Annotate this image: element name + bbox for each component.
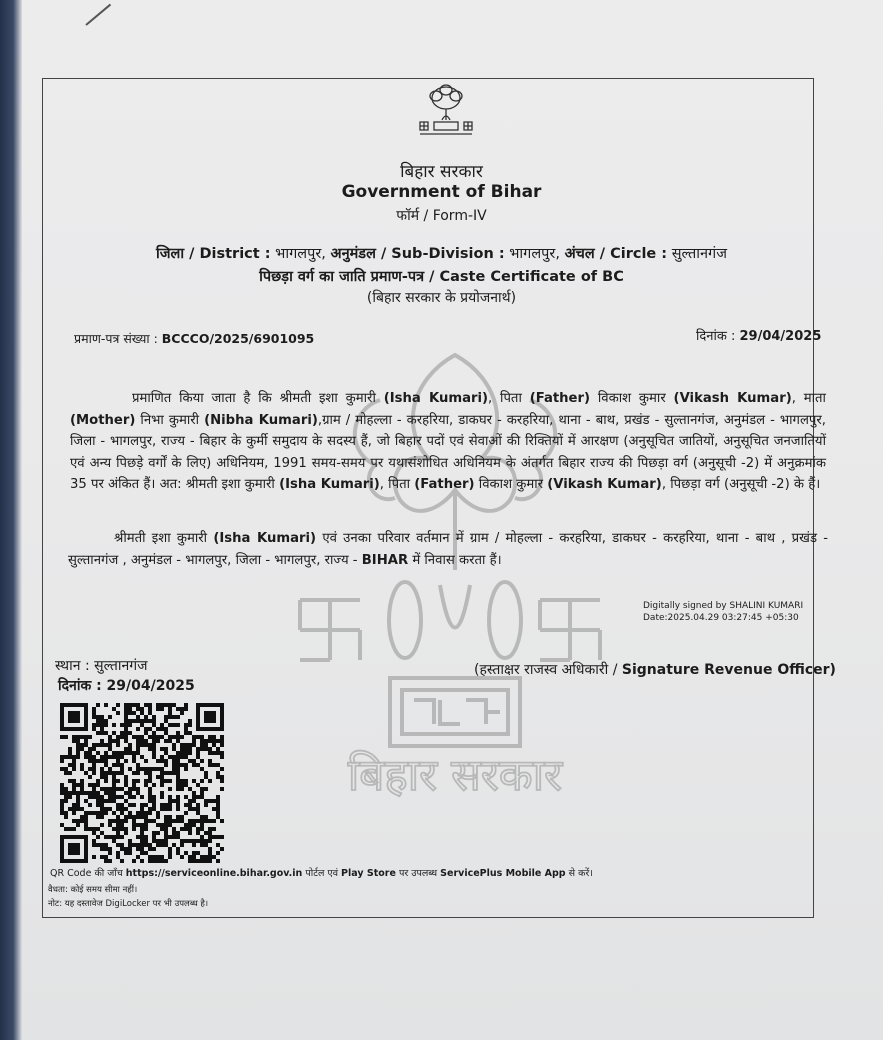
issue-date <box>696 326 821 344</box>
p2-text: श्रीमती इशा कुमारी <box>114 531 208 546</box>
certificate-number <box>74 330 314 347</box>
subdivision-value: भागलपुर, <box>509 246 560 262</box>
place: स्थान : सुल्तानगंज <box>55 658 148 674</box>
certification-paragraph <box>70 388 826 496</box>
bodhi-tree-emblem-icon <box>414 82 478 138</box>
p1-text: प्रमाणित किया जाता है कि श्रीमती इशा कुमारी <box>132 391 376 406</box>
certificate-number-label: प्रमाण-पत्र संख्या : <box>74 331 158 346</box>
subdivision-label: अनुमंडल / Sub-Division : <box>330 246 505 262</box>
digital-signature-signer: Digitally signed by SHALINI KUMARI <box>643 601 804 611</box>
p1-text: , पिता <box>488 391 522 406</box>
applicant-name-en: (Isha Kumari) <box>383 391 489 406</box>
government-title-english: Government of Bihar <box>341 182 542 202</box>
app-name: ServicePlus Mobile App <box>440 868 566 879</box>
applicant-name-en: (Isha Kumari) <box>213 531 317 546</box>
father-name-hi: विकाश कुमार <box>478 477 544 492</box>
p1-text: ,ग्राम / मोहल्ला - करहरिया, डाकघर - करहरिया, थाना - बाथ, प्रखंड - सुल्तानगंज, अनुमंडल - भागलपुर, जिला - भागलपुर, राज्य - बिहार के कुर्मी समुदाय के सदस्य हैं, जो बिहार पदों एवं सेवाओं की रिक्तियों में आरक्षण (अनुसूचित जातियों, अनुसूचित जनजातियों एवं अन्य पिछड़े वर्गों के लिए) अधिनियम, 1991 समय-समय पर यथासंशोधित अधिनियम के अंतर्गत बिहार राज्य की पिछड़ा वर्ग (अनुसूची -2) में अनुक्रमांक 35 पर अंकित हैं। अत: श्रीमती इशा कुमारी <box>70 412 826 492</box>
p1-text: , पिता <box>379 477 411 492</box>
verification-url: https://serviceonline.bihar.gov.in <box>125 868 303 879</box>
issue-date-value: 29/04/2025 <box>739 329 822 344</box>
district-value: भागलपुर, <box>275 246 326 262</box>
qr-note-text: पर उपलब्ध <box>398 868 438 879</box>
p2-text: एवं उनका परिवार वर्तमान में ग्राम / मोहल्ला - करहरिया, डाकघर - करहरिया, थाना - बाथ , प्रखंड - सुल्तानगंज , अनुमंडल - भागलपुर, जिला - भागलपुर, राज्य - <box>68 531 828 568</box>
applicant-name-en: (Isha Kumari) <box>279 477 380 492</box>
play-store-label: Play Store <box>341 868 396 879</box>
residence-paragraph <box>68 528 828 571</box>
officer-label-en: Signature Revenue Officer) <box>621 662 836 678</box>
digilocker-note: नोट: यह दस्तावेज DigiLocker पर भी उपलब्ध है। <box>48 899 209 909</box>
form-number: फॉर्म / Form-IV <box>396 208 487 224</box>
qr-note-text: QR Code की जाँच <box>50 868 123 879</box>
district-label: जिला / District : <box>156 246 271 262</box>
father-label: (Father) <box>529 391 591 406</box>
circle-label: अंचल / Circle : <box>564 246 668 262</box>
p1-text: , पिछड़ा वर्ग (अनुसूची -2) के हैं। <box>661 477 821 492</box>
mother-name-en: (Nibha Kumari) <box>204 412 318 428</box>
p2-text: में निवास करता हैं। <box>412 552 502 568</box>
issue-date-label: दिनांक : <box>696 329 736 344</box>
qr-note-text: से करें। <box>568 868 593 879</box>
digital-signature <box>643 600 803 624</box>
location-line <box>0 243 883 263</box>
state-name: BIHAR <box>361 552 409 568</box>
mother-label: (Mother) <box>70 412 136 428</box>
qr-note-text: पोर्टल एवं <box>305 868 338 879</box>
validity-note: वैधता: कोई समय सीमा नहीं। <box>48 885 138 895</box>
officer-label-hi: (हस्ताक्षर राजस्व अधिकारी / <box>474 662 622 678</box>
certificate-title: पिछड़ा वर्ग का जाति प्रमाण-पत्र / Caste Certificate of BC <box>259 269 624 285</box>
certificate-number-value: BCCCO/2025/6901095 <box>161 331 315 346</box>
father-name-en: (Vikash Kumar) <box>673 391 792 406</box>
digital-signature-date: Date:2025.04.29 03:27:45 +05:30 <box>643 613 799 623</box>
father-name-hi: विकाश कुमार <box>597 391 666 406</box>
watermark-text: बिहार सरकार <box>347 750 563 801</box>
mother-name-hi: निभा कुमारी <box>140 412 200 428</box>
signature-date: दिनांक : 29/04/2025 <box>58 678 195 694</box>
qr-verification-note <box>50 866 593 879</box>
signature-officer <box>474 660 836 679</box>
qr-code-icon[interactable] <box>60 703 224 863</box>
certificate-purpose: (बिहार सरकार के प्रयोजनार्थ) <box>366 290 517 306</box>
father-name-en: (Vikash Kumar) <box>547 477 662 492</box>
government-title-hindi: बिहार सरकार <box>400 162 483 182</box>
p1-text: , माता <box>791 391 826 406</box>
photo-edge <box>0 0 22 1040</box>
circle-value: सुल्तानगंज <box>671 246 727 262</box>
father-label: (Father) <box>414 477 475 492</box>
